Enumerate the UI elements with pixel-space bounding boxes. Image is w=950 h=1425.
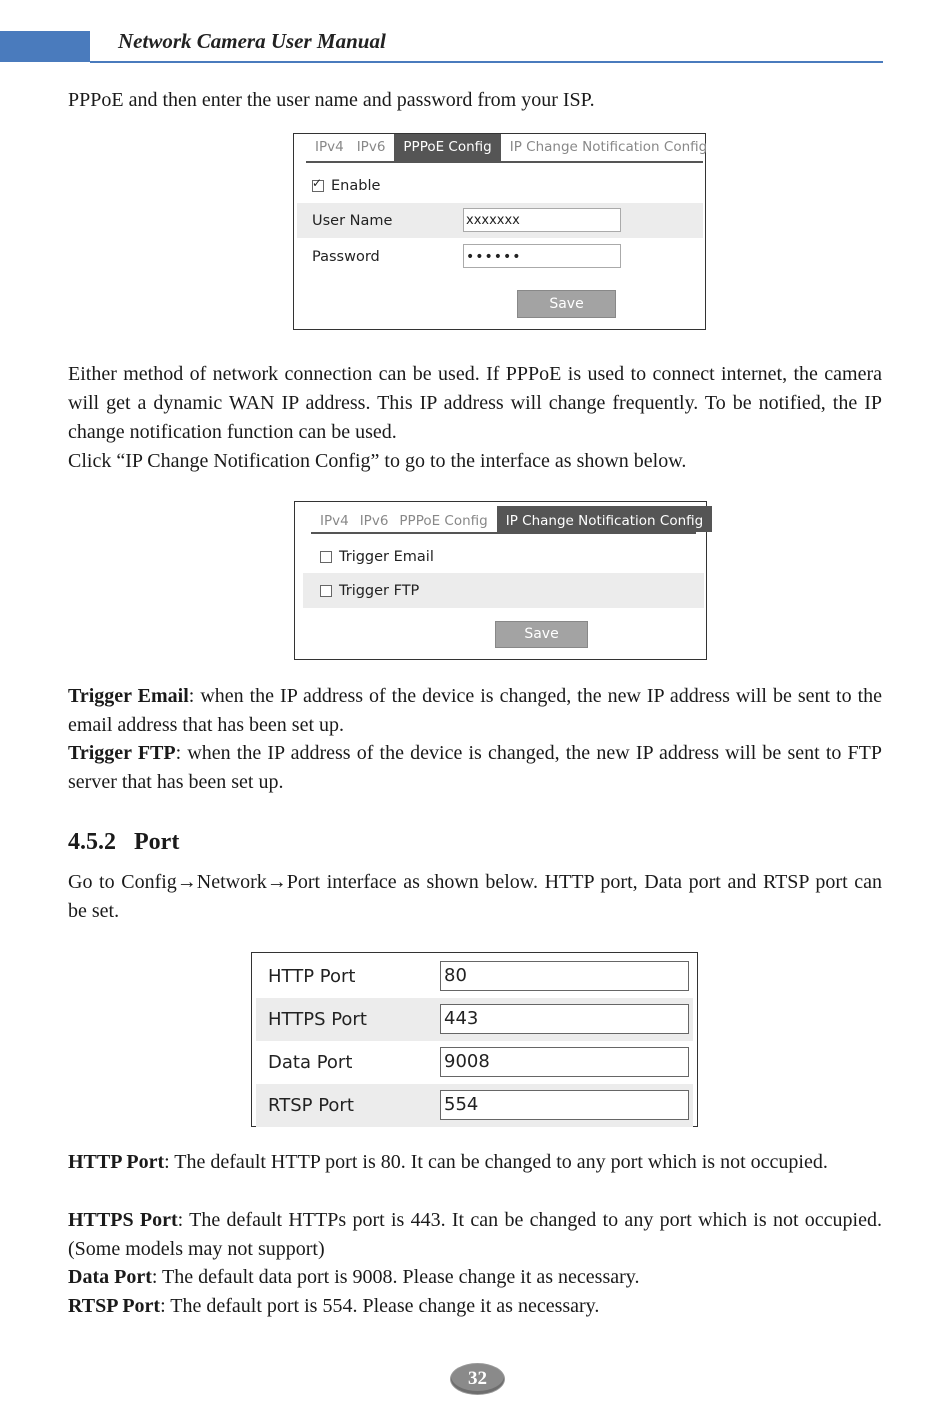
username-label: User Name xyxy=(312,212,393,229)
term: Trigger FTP xyxy=(68,742,176,764)
enable-label: Enable xyxy=(331,177,381,194)
desc-http-port xyxy=(68,1148,882,1177)
text: : The default data port is 9008. Please change it as necessary. xyxy=(151,1266,640,1288)
rtsp-port-input[interactable]: 554 xyxy=(440,1090,689,1120)
data-port-input[interactable]: 9008 xyxy=(440,1047,689,1077)
password-label: Password xyxy=(312,248,380,265)
para-either-method: Either method of network connection can be used. If PPPoE is used to connect internet, the camera will get a dynamic WAN IP address. This IP address will change frequently. To be notified, the IP change notification function can be used. xyxy=(68,363,882,443)
data-port-row xyxy=(256,1041,693,1084)
desc-trigger-ftp xyxy=(68,739,882,797)
http-port-label: HTTP Port xyxy=(268,966,356,987)
term: HTTPS Port xyxy=(68,1209,178,1231)
ip-change-notification-panel xyxy=(294,501,707,660)
trigger-email-checkbox[interactable] xyxy=(320,551,332,563)
enable-row xyxy=(302,168,703,203)
header-rule xyxy=(90,61,883,63)
term: Data Port xyxy=(68,1266,152,1288)
trigger-ftp-label: Trigger FTP xyxy=(339,582,420,599)
header-title: Network Camera User Manual xyxy=(118,29,386,53)
trigger-ftp-row xyxy=(303,573,704,608)
port-config-panel xyxy=(251,952,698,1127)
save-button[interactable]: Save xyxy=(495,621,588,648)
password-input[interactable]: •••••• xyxy=(463,244,621,268)
pppoe-config-panel xyxy=(293,133,706,330)
term: RTSP Port xyxy=(68,1295,161,1317)
tab-ipv4[interactable]: IPv4 xyxy=(320,513,349,529)
tab-ip-change-notification[interactable]: IP Change Notification Config xyxy=(509,139,708,155)
page-number: 32 xyxy=(451,1364,504,1394)
section-number: 4.5.2 xyxy=(68,829,116,855)
intro-line: PPPoE and then enter the user name and password from your ISP. xyxy=(68,89,595,111)
text: : when the IP address of the device is changed, the new IP address will be sent to the email address that has been set up. xyxy=(68,685,882,736)
https-port-input[interactable]: 443 xyxy=(440,1004,689,1034)
http-port-input[interactable]: 80 xyxy=(440,961,689,991)
trigger-email-label: Trigger Email xyxy=(339,548,434,565)
desc-trigger-email xyxy=(68,682,882,740)
text: : The default port is 554. Please change it as necessary. xyxy=(160,1295,600,1317)
desc-rtsp-port xyxy=(68,1292,882,1321)
text: : The default HTTPs port is 443. It can be changed to any port which is not occupied. (Some models may not support) xyxy=(68,1209,882,1260)
tab-pppoe-config[interactable]: PPPoE Config xyxy=(399,513,488,529)
https-port-label: HTTPS Port xyxy=(268,1009,367,1030)
tab-ipv6[interactable]: IPv6 xyxy=(356,139,386,155)
text: : when the IP address of the device is changed, the new IP address will be sent to FTP server that has been set up. xyxy=(68,742,882,793)
desc-data-port xyxy=(68,1263,882,1292)
network-tabs xyxy=(306,134,708,163)
desc-https-port xyxy=(68,1206,882,1264)
username-input[interactable]: xxxxxxx xyxy=(463,208,621,232)
tab-ip-change-notification[interactable]: IP Change Notification Config xyxy=(497,506,712,532)
network-tabs xyxy=(311,502,704,534)
rtsp-port-label: RTSP Port xyxy=(268,1095,354,1116)
header-accent-bar xyxy=(0,31,90,62)
para-goto-port: Go to Config→Network→Port interface as shown below. HTTP port, Data port and RTSP port can be set. xyxy=(68,871,882,922)
http-port-row xyxy=(256,955,693,998)
section-title: Port xyxy=(134,829,180,855)
trigger-ftp-checkbox[interactable] xyxy=(320,585,332,597)
tab-pppoe-config[interactable]: PPPoE Config xyxy=(394,134,500,161)
tab-ipv4[interactable]: IPv4 xyxy=(315,139,344,155)
term: HTTP Port xyxy=(68,1151,165,1173)
text: : The default HTTP port is 80. It can be changed to any port which is not occupied. xyxy=(164,1151,828,1173)
save-button[interactable]: Save xyxy=(517,290,616,318)
tab-ipv6[interactable]: IPv6 xyxy=(359,513,389,529)
para-click-instruction: Click “IP Change Notification Config” to go to the interface as shown below. xyxy=(68,450,687,472)
section-heading xyxy=(68,829,179,856)
term: Trigger Email xyxy=(68,685,189,707)
enable-checkbox[interactable] xyxy=(312,180,324,192)
rtsp-port-row xyxy=(256,1084,693,1127)
trigger-email-row xyxy=(303,539,704,574)
data-port-label: Data Port xyxy=(268,1052,353,1073)
https-port-row xyxy=(256,998,693,1041)
